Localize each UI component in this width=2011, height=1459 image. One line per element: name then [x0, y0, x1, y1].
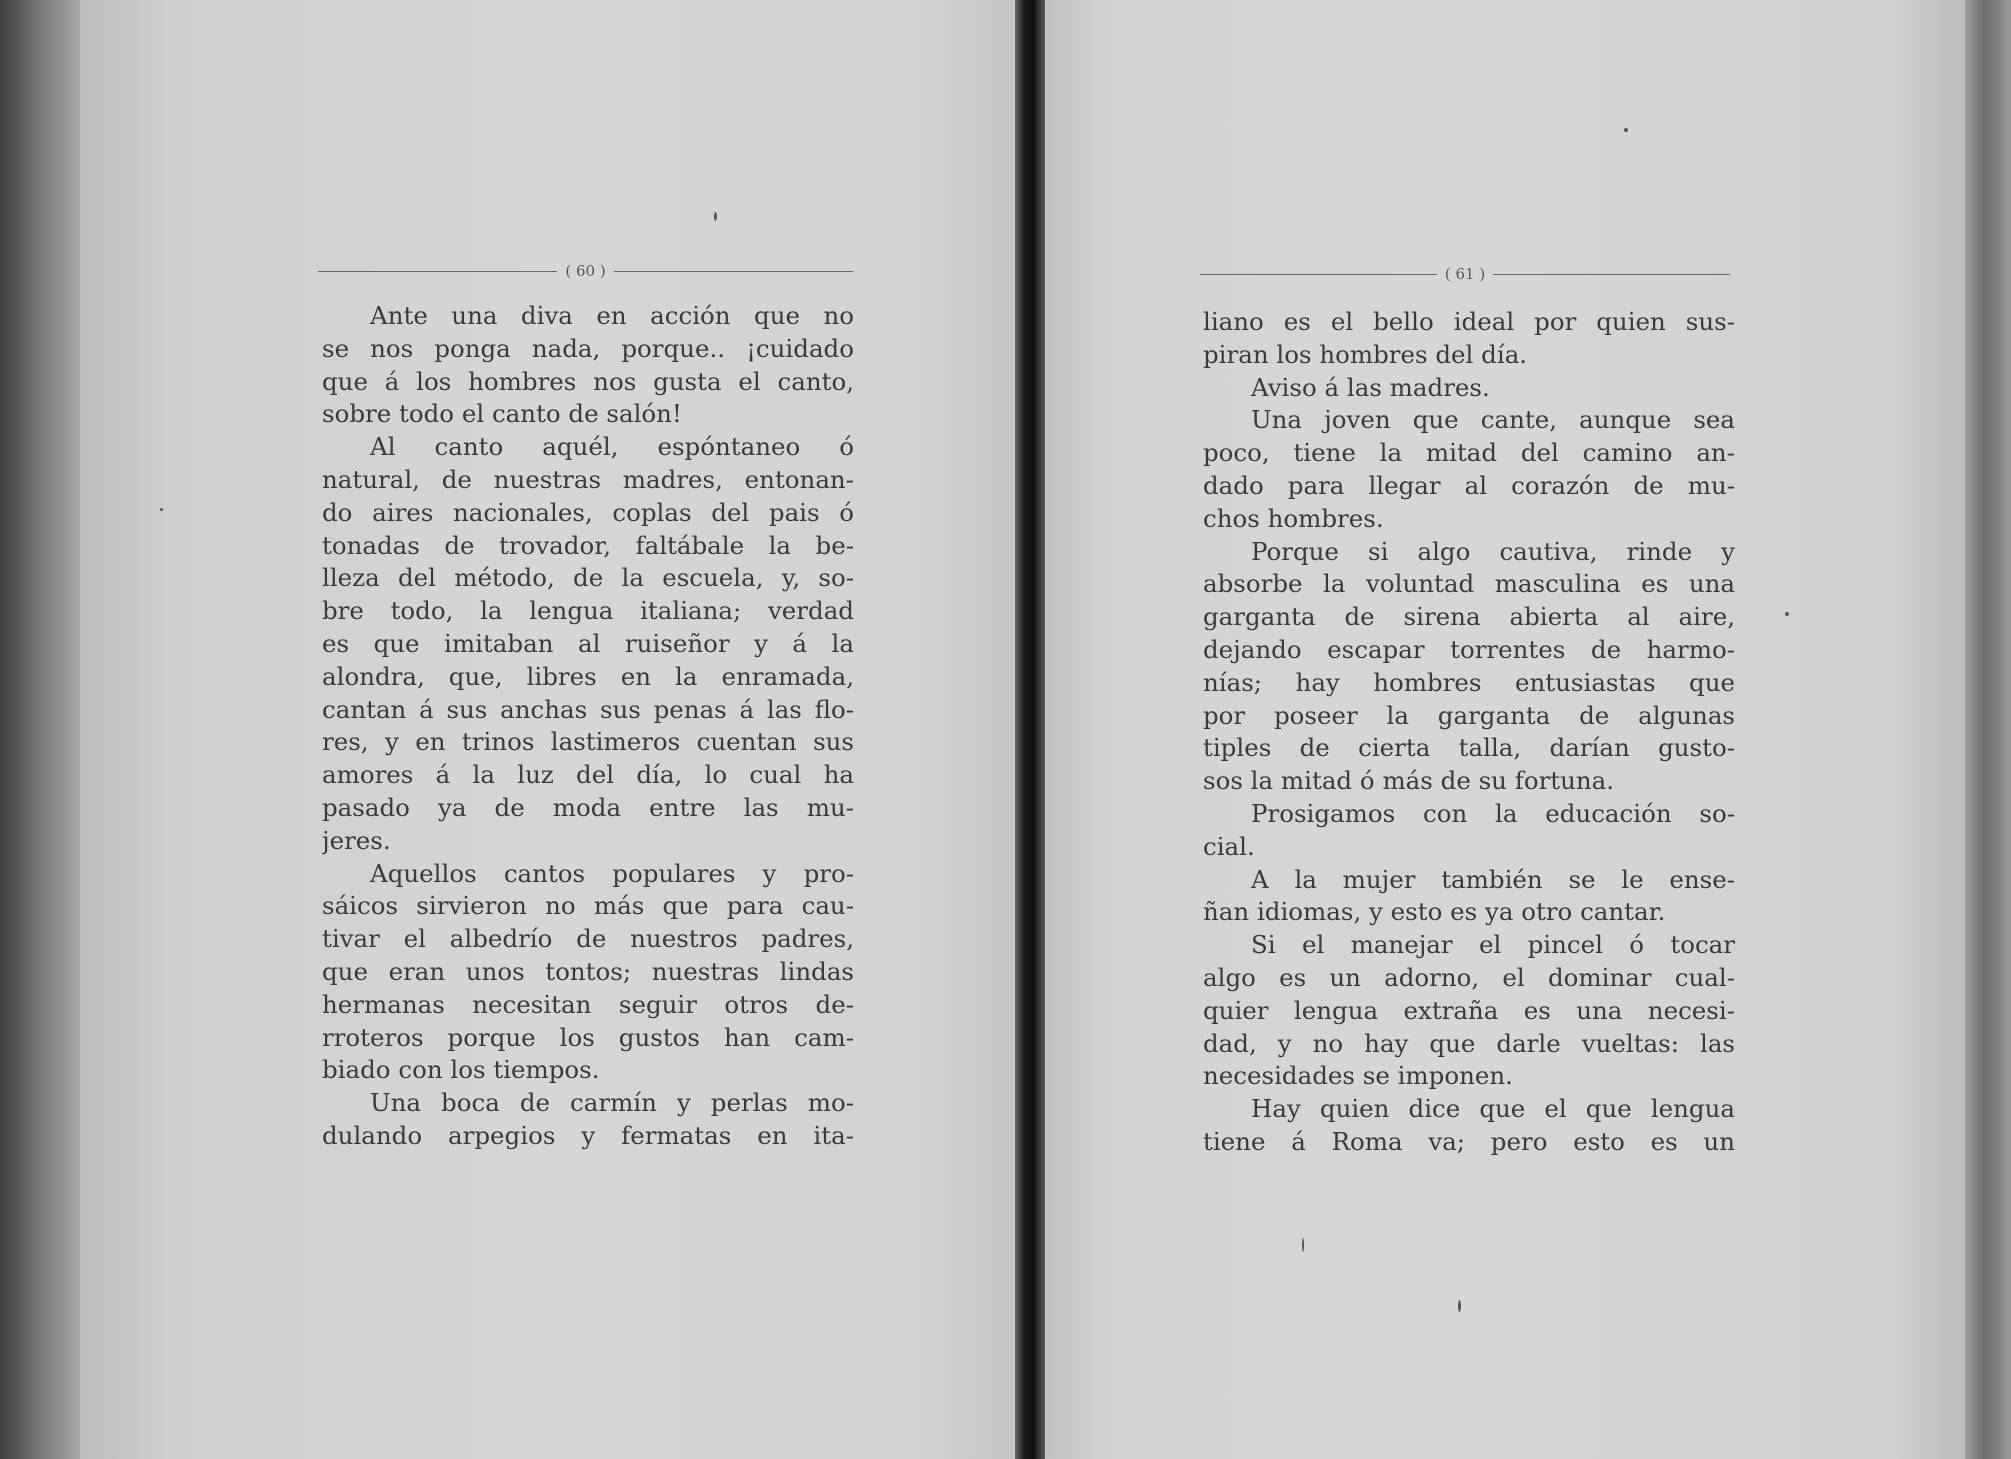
text-line: sobre todo el canto de salón! — [322, 399, 682, 429]
text-line: por poseer la garganta de algunas — [1203, 700, 1735, 730]
scan-speck — [1458, 1300, 1461, 1312]
text-line: garganta de sirena abierta al aire, — [1203, 602, 1735, 632]
text-line: A la mujer también se le ense- — [1251, 864, 1735, 894]
text-line: alondra, que, libres en la enramada, — [322, 661, 854, 691]
header-rule — [318, 271, 557, 272]
text-line: Aquellos cantos populares y pro- — [370, 858, 854, 888]
text-line: Si el manejar el pincel ó tocar — [1251, 930, 1735, 960]
book-edge-right — [1965, 0, 2011, 1459]
book-edge-left — [0, 0, 80, 1459]
text-line: rroteros porque los gustos han cam- — [322, 1022, 854, 1052]
text-line: Porque si algo cautiva, rinde y — [1251, 536, 1735, 566]
text-line: biado con los tiempos. — [322, 1055, 600, 1085]
text-line: sáicos sirvieron no más que para cau- — [322, 891, 854, 921]
text-line: piran los hombres del día. — [1203, 339, 1528, 369]
header-rule — [1493, 274, 1730, 275]
text-line: cantan á sus anchas sus penas á las flo- — [322, 694, 854, 724]
book-gutter — [1015, 0, 1045, 1459]
right-page-header — [1200, 265, 1730, 283]
scan-speck — [1785, 612, 1789, 616]
text-line: amores á la luz del día, lo cual ha — [322, 760, 854, 790]
left-page-text — [322, 300, 854, 1153]
text-line: do aires nacionales, coplas del pais ó — [322, 497, 854, 527]
text-line: res, y en trinos lastimeros cuentan sus — [322, 727, 854, 757]
text-line: bre todo, la lengua italiana; verdad — [322, 596, 854, 626]
text-line: liano es el bello ideal por quien sus- — [1203, 307, 1735, 336]
text-line: quier lengua extraña es una necesi- — [1203, 995, 1735, 1025]
text-line: jeres. — [322, 825, 391, 855]
text-line: que á los hombres nos gusta el canto, — [322, 366, 854, 396]
text-line: dulando arpegios y fermatas en ita- — [322, 1120, 854, 1150]
header-rule — [1200, 274, 1437, 275]
text-line: Hay quien dice que el que lengua — [1251, 1094, 1735, 1124]
page-number: ( 61 ) — [1444, 265, 1486, 283]
text-line: tonadas de trovador, faltábale la be- — [322, 530, 854, 560]
text-line: ñan idiomas, y esto es ya otro cantar. — [1203, 897, 1666, 927]
text-line: algo es un adorno, el dominar cual- — [1203, 962, 1735, 992]
scan-speck — [1624, 128, 1628, 132]
scan-speck — [160, 508, 163, 511]
text-line: Ante una diva en acción que no — [370, 301, 854, 330]
right-page-text — [1203, 306, 1735, 1159]
scan-speck — [714, 212, 717, 221]
text-line: poco, tiene la mitad del camino an- — [1203, 438, 1735, 468]
text-line: Aviso á las madres. — [1251, 372, 1490, 402]
text-line: dado para llegar al corazón de mu- — [1203, 470, 1735, 500]
text-line: tiples de cierta talla, darían gusto- — [1203, 733, 1735, 763]
text-line: absorbe la voluntad masculina es una — [1203, 569, 1735, 599]
text-line: que eran unos tontos; nuestras lindas — [322, 956, 854, 986]
text-line: hermanas necesitan seguir otros de- — [322, 989, 854, 1019]
text-line: cial. — [1203, 831, 1255, 861]
text-line: pasado ya de moda entre las mu- — [322, 792, 854, 822]
header-rule — [614, 271, 853, 272]
text-line: lleza del método, de la escuela, y, so- — [322, 563, 854, 593]
text-line: se nos ponga nada, porque.. ¡cuidado — [322, 333, 854, 363]
text-line: es que imitaban al ruiseñor y á la — [322, 628, 854, 658]
scan-speck — [1302, 1238, 1304, 1252]
text-line: necesidades se imponen. — [1203, 1061, 1513, 1091]
text-line: tiene á Roma va; pero esto es un — [1203, 1126, 1735, 1156]
text-line: Al canto aquél, espóntaneo ó — [370, 432, 854, 462]
text-line: sos la mitad ó más de su fortuna. — [1203, 766, 1615, 796]
text-line: Una boca de carmín y perlas mo- — [370, 1088, 854, 1118]
page-number: ( 60 ) — [565, 262, 606, 280]
left-page-header — [318, 262, 853, 280]
text-line: tivar el albedrío de nuestros padres, — [322, 924, 854, 954]
text-line: Prosigamos con la educación so- — [1251, 798, 1735, 828]
text-line: Una joven que cante, aunque sea — [1251, 405, 1735, 435]
text-line: chos hombres. — [1203, 503, 1384, 533]
text-line: nías; hay hombres entusiastas que — [1203, 667, 1735, 697]
text-line: dad, y no hay que darle vueltas: las — [1203, 1028, 1735, 1058]
text-line: natural, de nuestras madres, entonan- — [322, 464, 854, 494]
text-line: dejando escapar torrentes de harmo- — [1203, 634, 1735, 664]
